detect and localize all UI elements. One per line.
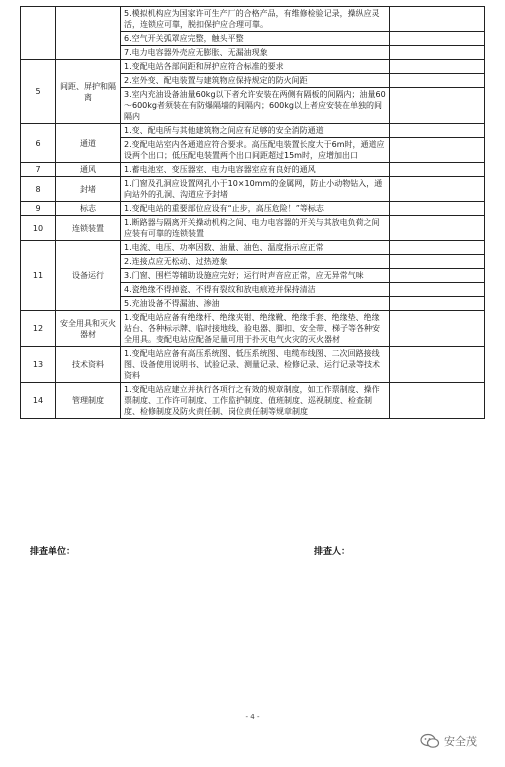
requirement-text: 2.连接点应无松动、过热迹象 [121, 255, 390, 269]
inspection-checklist [20, 6, 485, 419]
inspector-label: 排查人： [314, 547, 351, 557]
item-number: 6 [21, 124, 56, 163]
item-number: 7 [21, 163, 56, 177]
requirement-text: 1.门窗及孔洞应设置网孔小于10×10mm的金属网，防止小动物钻入，通向站外的孔洞、沟道应予封堵 [121, 177, 390, 202]
item-category: 间距、屏护和隔离 [56, 60, 121, 124]
result-cell[interactable] [390, 283, 485, 297]
result-cell[interactable] [390, 241, 485, 255]
result-cell[interactable] [390, 255, 485, 269]
result-cell[interactable] [390, 347, 485, 383]
item-category: 设备运行 [56, 241, 121, 311]
result-cell[interactable] [390, 163, 485, 177]
requirement-text: 1.变、配电所与其他建筑物之间应有足够的安全消防通道 [121, 124, 390, 138]
result-cell[interactable] [390, 202, 485, 216]
table-row [21, 311, 485, 347]
item-category: 连锁装置 [56, 216, 121, 241]
table-row [21, 216, 485, 241]
checklist-table [20, 6, 485, 419]
table-row [21, 7, 485, 32]
item-category: 安全用具和灭火器材 [56, 311, 121, 347]
wechat-bubble-icon [420, 733, 440, 749]
requirement-text: 3.门窗、围栏等辅助设施应完好；运行时声音应正常，应无异常气味 [121, 269, 390, 283]
result-cell[interactable] [390, 32, 485, 46]
watermark-text: 安全茂 [444, 735, 477, 748]
requirement-text: 5.模拟机构应为国家许可生产厂的合格产品，有维修检验记录，操纵应灵活，连锁应可靠，脱扣保护应合理可靠。 [121, 7, 390, 32]
table-row [21, 383, 485, 419]
result-cell[interactable] [390, 311, 485, 347]
requirement-text: 2.变配电站室内各通道应符合要求。高压配电装置长度大于6m时，通道应设两个出口；低压配电装置两个出口间距超过15m时，应增加出口 [121, 138, 390, 163]
item-number: 14 [21, 383, 56, 419]
result-cell[interactable] [390, 60, 485, 74]
result-cell[interactable] [390, 297, 485, 311]
requirement-text: 4.瓷绝缘不得掉瓷、不得有裂纹和放电痕迹并保持清洁 [121, 283, 390, 297]
item-number: 5 [21, 60, 56, 124]
requirement-text: 1.变配电站各部间距和屏护应符合标准的要求 [121, 60, 390, 74]
watermark-logo [420, 732, 477, 750]
page-number: - 4 - [245, 713, 260, 721]
requirement-text: 7.电力电容器外壳应无膨胀、无漏油现象 [121, 46, 390, 60]
requirement-text: 5.充油设备不得漏油、渗油 [121, 297, 390, 311]
item-number: 9 [21, 202, 56, 216]
requirement-text: 3.室内充油设备油量60kg以下者允许安装在两侧有隔板的间隔内；油量60～600kg者须装在有防爆隔墙的间隔内；600kg以上者应安装在单独的间隔内 [121, 88, 390, 124]
table-row [21, 177, 485, 202]
requirement-text: 1.变配电站应备有绝缘杆、绝缘夹钳、绝缘靴、绝缘手套、绝缘垫、绝缘站台、各种标示牌、临时接地线、验电器、脚扣、安全带、梯子等各种安全用具。变配电站应配备足量可用于扑灭电气火灾的灭火器材 [121, 311, 390, 347]
requirement-text: 1.变配电站应备有高压系统图、低压系统图、电缆布线图、二次回路接线图、设备使用说明书、试验记录、测量记录、检修记录、运行记录等技术资料 [121, 347, 390, 383]
requirement-text: 1.断路器与隔离开关操动机构之间、电力电容器的开关与其放电负荷之间应装有可靠的连锁装置 [121, 216, 390, 241]
result-cell[interactable] [390, 124, 485, 138]
result-cell[interactable] [390, 177, 485, 202]
table-row [21, 347, 485, 383]
requirement-text: 6.空气开关弧罩应完整，触头平整 [121, 32, 390, 46]
item-category: 封堵 [56, 177, 121, 202]
result-cell[interactable] [390, 74, 485, 88]
table-row [21, 163, 485, 177]
item-category: 标志 [56, 202, 121, 216]
requirement-text: 1.电流、电压、功率因数、油量、油色、温度指示应正常 [121, 241, 390, 255]
table-row [21, 241, 485, 255]
table-row [21, 202, 485, 216]
result-cell[interactable] [390, 383, 485, 419]
item-number: 12 [21, 311, 56, 347]
item-category: 通道 [56, 124, 121, 163]
item-number: 13 [21, 347, 56, 383]
item-category [56, 7, 121, 60]
result-cell[interactable] [390, 269, 485, 283]
item-number [21, 7, 56, 60]
table-row [21, 124, 485, 138]
result-cell[interactable] [390, 138, 485, 163]
result-cell[interactable] [390, 216, 485, 241]
item-number: 11 [21, 241, 56, 311]
requirement-text: 1.变配电站的重要部位应设有“止步，高压危险！”等标志 [121, 202, 390, 216]
result-cell[interactable] [390, 88, 485, 124]
table-row [21, 60, 485, 74]
item-number: 8 [21, 177, 56, 202]
result-cell[interactable] [390, 7, 485, 32]
item-category: 通风 [56, 163, 121, 177]
result-cell[interactable] [390, 46, 485, 60]
item-category: 管理制度 [56, 383, 121, 419]
item-number: 10 [21, 216, 56, 241]
signature-row [30, 544, 470, 558]
inspection-unit-label: 排查单位： [30, 547, 76, 557]
requirement-text: 1.蓄电池室、变压器室、电力电容器室应有良好的通风 [121, 163, 390, 177]
requirement-text: 1.变配电站应建立并执行各项行之有效的规章制度，如工作票制度、操作票制度、工作许可制度、工作监护制度、值班制度、巡视制度、检查制度、检修制度及防火责任制、岗位责任制等规章制度 [121, 383, 390, 419]
requirement-text: 2.室外变、配电装置与建筑物应保持规定的防火间距 [121, 74, 390, 88]
item-category: 技术资料 [56, 347, 121, 383]
